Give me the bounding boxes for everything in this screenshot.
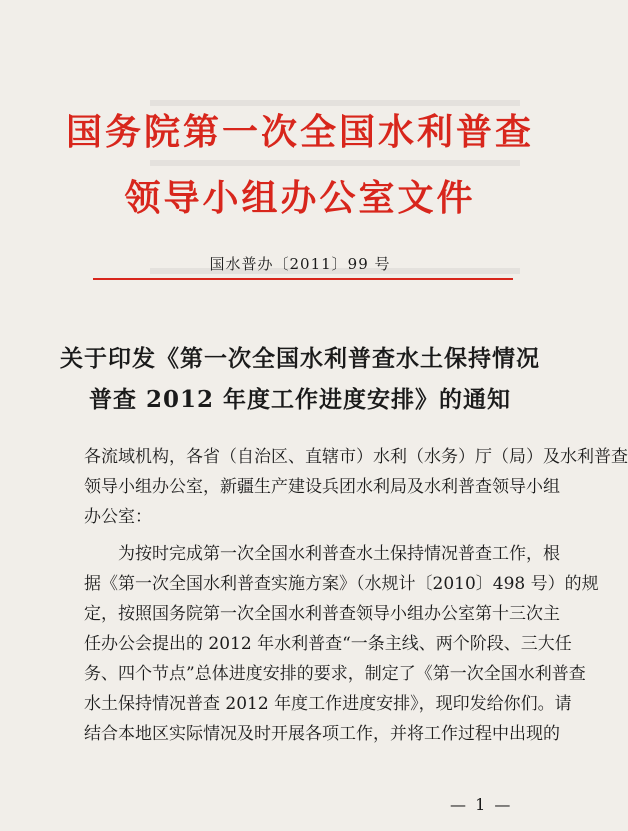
document-number: 国水普办〔2011〕99 号 bbox=[209, 255, 391, 273]
notice-title-line2: 普查 2012 年度工作进度安排》的通知 bbox=[88, 386, 512, 413]
paragraph-line: 水土保持情况普查 2012 年度工作进度安排》，现印发给你们。请 bbox=[84, 694, 572, 714]
addressee-line: 各流域机构，各省（自治区、直辖市）水利（水务）厅（局）及水利普查 bbox=[84, 447, 628, 467]
paragraph-line: 为按时完成第一次全国水利普查水土保持情况普查工作，根 bbox=[118, 544, 560, 564]
header-title-line2: 领导小组办公室文件 bbox=[124, 177, 476, 219]
body-paragraph bbox=[84, 539, 599, 749]
header-title-line1: 国务院第一次全国水利普查 bbox=[65, 111, 534, 153]
paragraph-line: 务、四个节点”总体进度安排的要求，制定了《第一次全国水利普查 bbox=[84, 664, 586, 684]
paragraph-line: 结合本地区实际情况及时开展各项工作，并将工作过程中出现的 bbox=[84, 724, 560, 744]
page-number: — 1 — bbox=[450, 795, 513, 814]
addressee-block bbox=[84, 442, 628, 532]
red-divider-line bbox=[93, 278, 513, 280]
paragraph-line: 据《第一次全国水利普查实施方案》（水规计〔2010〕498 号）的规 bbox=[84, 574, 599, 594]
notice-title-line1: 关于印发《第一次全国水利普查水土保持情况 bbox=[60, 345, 540, 372]
bleed-through-text bbox=[150, 160, 520, 166]
addressee-line: 办公室： bbox=[84, 507, 152, 527]
addressee-line: 领导小组办公室，新疆生产建设兵团水利局及水利普查领导小组 bbox=[84, 477, 560, 497]
paragraph-line: 定，按照国务院第一次全国水利普查领导小组办公室第十三次主 bbox=[84, 604, 560, 624]
paragraph-line: 任办公会提出的 2012 年水利普查“一条主线、两个阶段、三大任 bbox=[84, 634, 572, 654]
